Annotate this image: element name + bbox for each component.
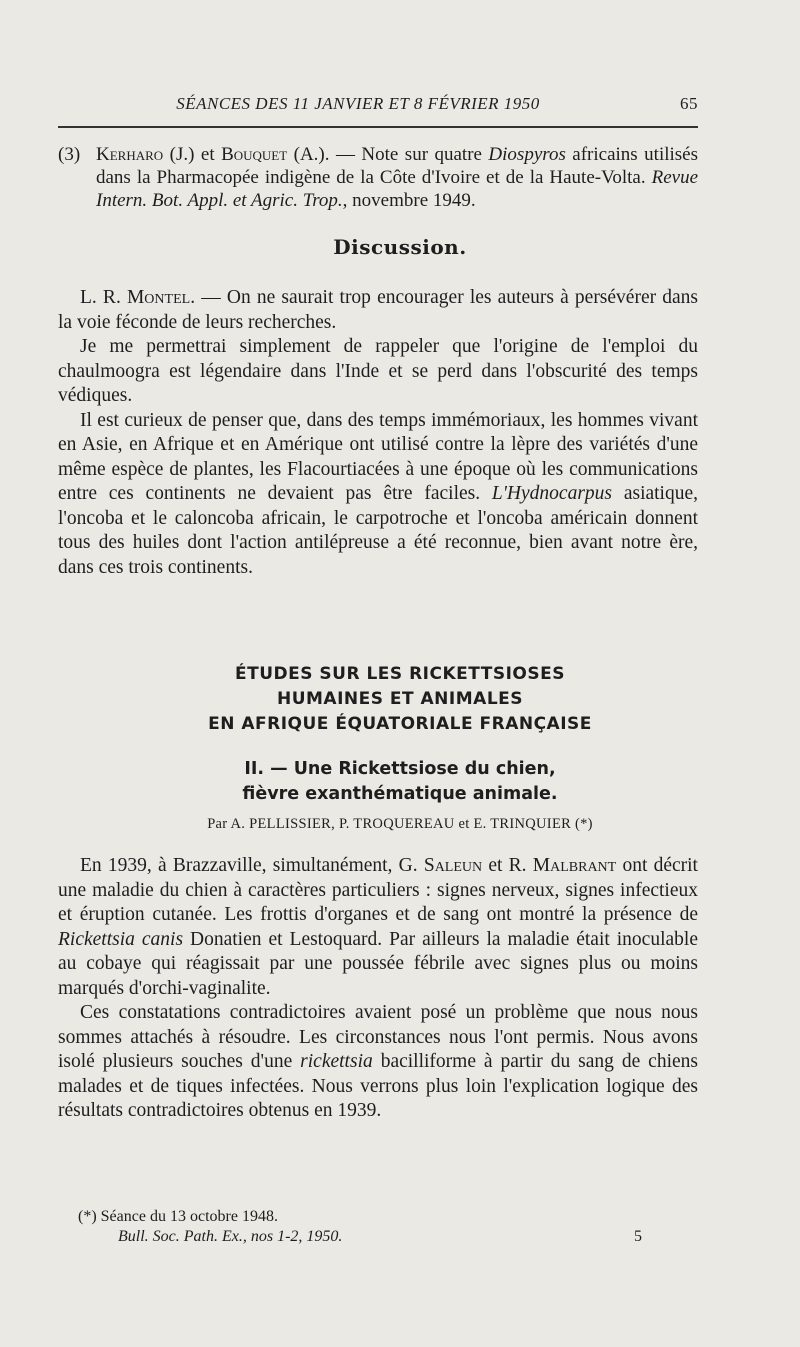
article-paragraph-1-c: ont décrit une maladie du chien à caractères particuliers : signes nerveux, signes infectieux et éruption cutanée. Les frottis d'organes et de sang ont montré la présence de bbox=[58, 855, 698, 925]
running-title: SÉANCES DES 11 JANVIER ET 8 FÉVRIER 1950 bbox=[176, 94, 540, 113]
article-authors: Par A. PELLISSIER, P. TROQUEREAU et E. TRINQUIER (*) bbox=[207, 816, 593, 832]
discussion-paragraph-1-text: . — On ne saurait trop encourager les auteurs à persévérer dans la voie féconde de leurs recherches. bbox=[58, 287, 698, 333]
reference-genus: Diospyros bbox=[488, 144, 566, 165]
running-header bbox=[58, 94, 698, 120]
author-name-malbrant: Malbrant bbox=[532, 855, 617, 876]
article-paragraph-1-b: et R. bbox=[482, 855, 533, 876]
discussion-paragraph-3 bbox=[58, 409, 698, 581]
reference-author-1: Kerharo bbox=[96, 144, 164, 165]
article-subtitle-line-1: II. — Une Rickettsiose du chien, bbox=[244, 759, 556, 779]
article-paragraph-2-b: bacilliforme à partir du sang de chiens malades et de tiques infectées. Nous verrons plus loin l'explication logique des résultats contradictoires obtenus en 1939. bbox=[58, 1051, 698, 1121]
speaker-initials: L. R. bbox=[80, 287, 127, 308]
species-name: Rickettsia canis bbox=[58, 928, 184, 950]
article-title-line-2: HUMAINES ET ANIMALES bbox=[276, 689, 524, 709]
article-title-line-1: ÉTUDES SUR LES RICKETTSIOSES bbox=[235, 664, 565, 684]
reference-date: , novembre 1949. bbox=[342, 190, 476, 211]
speaker-name: Montel bbox=[126, 287, 191, 308]
article-paragraph-1 bbox=[58, 854, 698, 1001]
article-subtitle-line-2: fièvre exanthématique animale. bbox=[242, 784, 558, 804]
discussion-paragraph-2: Je me permettrai simplement de rappeler que l'origine de l'emploi du chaulmoogra est légendaire dans l'Inde et se perd dans l'obscurité des temps védiques. bbox=[58, 336, 698, 406]
genus-name: rickettsia bbox=[300, 1051, 373, 1072]
page-number: 65 bbox=[680, 94, 698, 113]
article-paragraph-2-a: Ces constatations contradictoires avaient posé un problème que nous nous sommes attachés à résoudre. Les circonstances nous l'ont permis. Nous avons isolé plusieurs souches d'une bbox=[58, 1002, 698, 1072]
reference-author-2-initials: (A.). — Note sur quatre bbox=[287, 144, 489, 165]
article-paragraph-1-a: En 1939, à Brazzaville, simultanément, G. bbox=[80, 855, 424, 876]
reference-number: (3) bbox=[58, 144, 81, 165]
footnote: (*) Séance du 13 octobre 1948. bbox=[78, 1208, 278, 1225]
article-subtitle bbox=[0, 757, 800, 807]
discussion-paragraph-3-a: Il est curieux de penser que, dans des temps immémoriaux, les hommes vivant en Asie, en Afrique et en Amérique ont utilisé contre la lèpre des variétés d'une même espèce de plantes, les Flacourtiacées à une époque où les communications entre ces continents ne devaient pas être faciles. bbox=[58, 409, 698, 504]
discussion-paragraph-3-b: asiatique, l'oncoba et le caloncoba africain, le carpotroche et l'oncoba américain donnent tous des huiles dont l'action antilépreuse a été reconnue, bien avant notre ère, dans ces trois continents. bbox=[58, 483, 699, 578]
reference-title: africains utilisés dans la Pharmacopée indigène de la Côte d'Ivoire et de la Haute-Volta. bbox=[96, 144, 698, 188]
reference-author-2: Bouquet bbox=[221, 144, 288, 165]
header-rule bbox=[58, 126, 698, 128]
article-title bbox=[0, 662, 800, 737]
reference-journal: Revue Intern. Bot. Appl. et Agric. Trop. bbox=[96, 167, 698, 211]
journal-citation: Bull. Soc. Path. Ex., nos 1-2, 1950. bbox=[118, 1228, 343, 1245]
discussion-genus: L'Hydnocarpus bbox=[491, 483, 613, 504]
article-body bbox=[58, 854, 698, 1124]
discussion-heading: Discussion. bbox=[333, 235, 467, 259]
article-title-line-3: EN AFRIQUE ÉQUATORIALE FRANÇAISE bbox=[208, 714, 592, 734]
discussion-paragraph-1 bbox=[58, 286, 698, 335]
article-paragraph-2 bbox=[58, 1001, 698, 1124]
author-name-saleun: Saleun bbox=[423, 855, 483, 876]
signature-number: 5 bbox=[634, 1228, 642, 1245]
article-paragraph-1-d: Donatien et Lestoquard. Par ailleurs la maladie était inoculable au cobaye qui réagissait par une poussée fébrile avec signes plus ou moins marqués d'orchi-vaginalite. bbox=[58, 928, 698, 999]
reference-author-1-initials: (J.) et bbox=[163, 144, 222, 165]
reference-entry bbox=[58, 143, 698, 212]
discussion-body bbox=[58, 286, 698, 580]
